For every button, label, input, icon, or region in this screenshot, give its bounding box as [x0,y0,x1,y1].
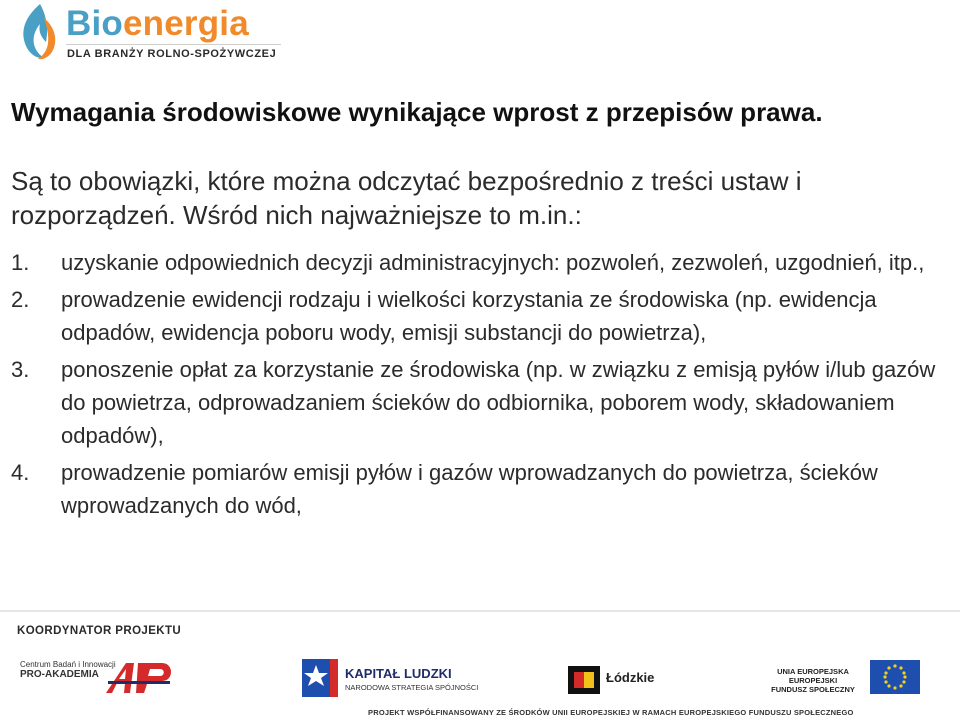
list-item-text: prowadzenie ewidencji rodzaju i wielkości korzystania ze środowiska (np. ewidencja odpadów, ewidencja poboru wody, emisji substancji do powietrza), [61,287,877,345]
pro-akademia-logo-icon [104,659,178,695]
list-item-number: 4. [11,460,30,485]
list-item-number: 1. [11,250,30,275]
list-item-number: 3. [11,357,30,382]
list-item-text: ponoszenie opłat za korzystanie ze środowiska (np. w związku z emisją pyłów i/lub gazów do powietrza, odprowadzaniem ścieków do odbiornika, poborem wody, składowaniem odpadów), [61,357,936,448]
list-item [11,456,951,522]
requirements-list [11,246,951,526]
list-item-number: 2. [11,287,30,312]
lodzkie-label: Łódzkie [606,670,655,685]
coordinator-label: KOORDYNATOR PROJEKTU [17,625,182,637]
kapital-ludzki-star-icon [298,655,340,701]
project-funding-note: PROJEKT WSPÓŁFINANSOWANY ZE ŚRODKÓW UNII EUROPEJSKIEJ W RAMACH EUROPEJSKIEGO FUNDUSZU SPOŁECZNEGO [368,708,854,717]
cbi-logo-text [20,660,116,680]
cbi-line2: PRO-AKADEMIA [20,669,99,680]
logo-divider [66,44,281,45]
eu-label [759,667,867,694]
kapital-ludzki-title: KAPITAŁ LUDZKI [345,666,452,681]
brand-tagline: DLA BRANŻY ROLNO-SPOŻYWCZEJ [67,48,277,60]
cbi-line1: Centrum Badań i Innowacji [20,660,116,669]
page-title: Wymagania środowiskowe wynikające wprost z przepisów prawa. [11,97,823,127]
eu-label-line3: FUNDUSZ SPOŁECZNY [771,685,855,694]
footer-divider [0,610,960,612]
lodzkie-logo-icon [566,664,602,696]
intro-paragraph: Są to obowiązki, które można odczytać bezpośrednio z treści ustaw i rozporządzeń. Wśród nich najważniejsze to m.in.: [11,166,802,230]
list-item-text: prowadzenie pomiarów emisji pyłów i gazów wprowadzanych do powietrza, ścieków wprowadzanych do wód, [61,460,878,518]
list-item-text: uzyskanie odpowiednich decyzji administracyjnych: pozwoleń, zezwoleń, uzgodnień, itp., [61,250,925,275]
eu-label-line1: UNIA EUROPEJSKA [777,667,849,676]
bioenergia-logo [18,0,288,70]
list-item [11,246,951,279]
bioenergia-flame-icon [18,2,60,62]
eu-label-line2: EUROPEJSKI [788,676,838,685]
kapital-ludzki-subtitle: NARODOWA STRATEGIA SPÓJNOŚCI [345,683,479,692]
list-item [11,283,951,349]
brand-name: Bioenergia [66,4,249,43]
eu-flag-icon [870,660,920,694]
list-item [11,353,951,452]
